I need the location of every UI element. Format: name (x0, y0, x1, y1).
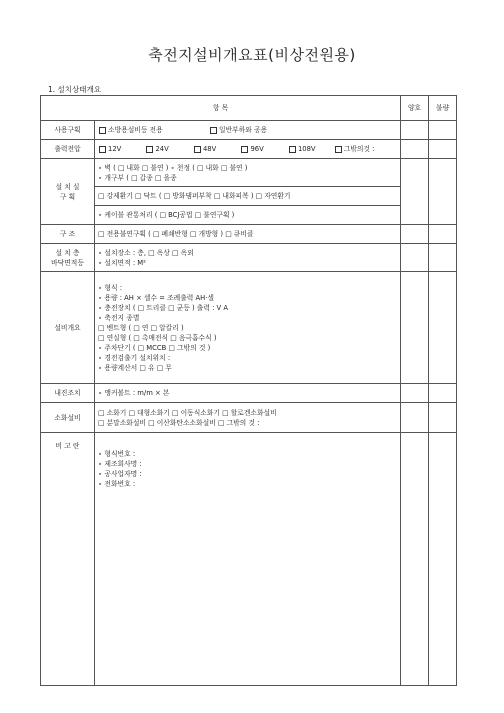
bad-cell[interactable] (429, 140, 457, 159)
bad-cell[interactable] (429, 159, 457, 225)
structure-label: 구 조 (41, 225, 95, 244)
remarks-label: 비 고 란 (41, 433, 95, 686)
bad-cell[interactable] (429, 225, 457, 244)
remarks-content: ∘ 형식번호 : ∘ 제조회사명 : ∘ 공사업자명 : ∘ 전화번호 : (95, 433, 401, 686)
bad-cell[interactable] (429, 403, 457, 433)
good-cell[interactable] (401, 225, 429, 244)
checkbox[interactable] (289, 146, 296, 153)
good-cell[interactable] (401, 272, 429, 384)
good-cell[interactable] (401, 384, 429, 403)
checkbox[interactable] (335, 146, 342, 153)
voltage-label: 출력전압 (41, 140, 95, 159)
row-remarks (41, 433, 457, 686)
bad-cell[interactable] (429, 433, 457, 686)
structure-options: □ 전용불연구획 ( □ 폐쇄반형 □ 개방형 ) □ 큐비클 (95, 225, 401, 244)
good-cell[interactable] (401, 140, 429, 159)
bad-cell[interactable] (429, 272, 457, 384)
extinguisher-label: 소화설비 (41, 403, 95, 433)
page-title: 축전지설비개요표(비상전원용) (148, 46, 356, 64)
row-extinguisher (41, 403, 457, 433)
header-item: 항 목 (41, 96, 401, 121)
floor-label: 설 치 층 바닥면적등 (41, 244, 95, 272)
row-install-room-cable (41, 206, 457, 225)
row-voltage (41, 140, 457, 159)
checkbox[interactable] (194, 146, 201, 153)
good-cell[interactable] (401, 433, 429, 686)
checkbox[interactable] (99, 127, 106, 134)
good-cell[interactable] (401, 403, 429, 433)
overview-label: 설비개요 (41, 272, 95, 384)
row-install-room-walls (41, 159, 457, 187)
seismic-info: ∘ 앵커볼트 : m/m × 본 (95, 384, 401, 403)
overview-details: ∘ 형식 : ∘ 용량 : AH × 셀수 = 조례출력 AH·셀 ∘ 충전장치 ( □ 트리클 □ 균등 ) 출력 : V A ∘ 축전지 종별 □ 벤트형 ( □ 연 □ 알칼리 ) □ 연실형 ( □ 촉매전식 □ 음극흡수식 ) ∘ 주차단기 ( □ MCCB □ 그밖의 것 ) ∘ 경전검출기 설치위치 : ∘ 용량계산서 □ 유 □ 무 (95, 272, 401, 384)
cable-options: ∘ 케이블 관통처리 ( □ BCJ공법 □ 불연구획 ) (95, 206, 401, 225)
floor-info: ∘ 설치장소 : 층, □ 옥상 □ 옥외 ∘ 설치면적 : M² (95, 244, 401, 272)
row-overview (41, 272, 457, 384)
good-cell[interactable] (401, 121, 429, 140)
good-cell[interactable] (401, 159, 429, 225)
good-cell[interactable] (401, 244, 429, 272)
install-room-walls: ∘ 벽 ( □ 내화 □ 불연 ) ∘ 천정 ( □ 내화 □ 불연 ) ∘ 개구부 ( □ 갑종 □ 을종 (95, 159, 401, 187)
header-good: 양호 (401, 96, 429, 121)
row-usage (41, 121, 457, 140)
checkbox[interactable] (210, 127, 217, 134)
extinguisher-options: □ 소화기 □ 대형소화기 □ 이동식소화기 □ 할로겐소화설비 □ 분말소화설비 □ 이산화탄소소화설비 □ 그밖의 것 : (95, 403, 401, 433)
row-install-room-vent (41, 187, 457, 206)
equipment-table (40, 95, 457, 686)
row-floor (41, 244, 457, 272)
voltage-options: 12V 24V 48V 96V 108V 그밖의것 : (95, 140, 401, 159)
checkbox[interactable] (99, 146, 106, 153)
row-seismic (41, 384, 457, 403)
ventilation-options: □ 강제환기 □ 닥트 ( □ 방화댐퍼부착 □ 내화피복 ) □ 자연환기 (95, 187, 401, 206)
bad-cell[interactable] (429, 121, 457, 140)
header-bad: 불량 (429, 96, 457, 121)
checkbox[interactable] (241, 146, 248, 153)
install-room-label: 설 치 실 구 획 (41, 159, 95, 225)
checkbox[interactable] (146, 146, 153, 153)
header-row (41, 96, 457, 121)
bad-cell[interactable] (429, 384, 457, 403)
usage-options: 소방용설비등 전용 일반부하와 공용 (95, 121, 401, 140)
section-heading: 1. 설치상태개요 (48, 85, 102, 94)
row-structure (41, 225, 457, 244)
seismic-label: 내진조치 (41, 384, 95, 403)
bad-cell[interactable] (429, 244, 457, 272)
usage-label: 사용구획 (41, 121, 95, 140)
